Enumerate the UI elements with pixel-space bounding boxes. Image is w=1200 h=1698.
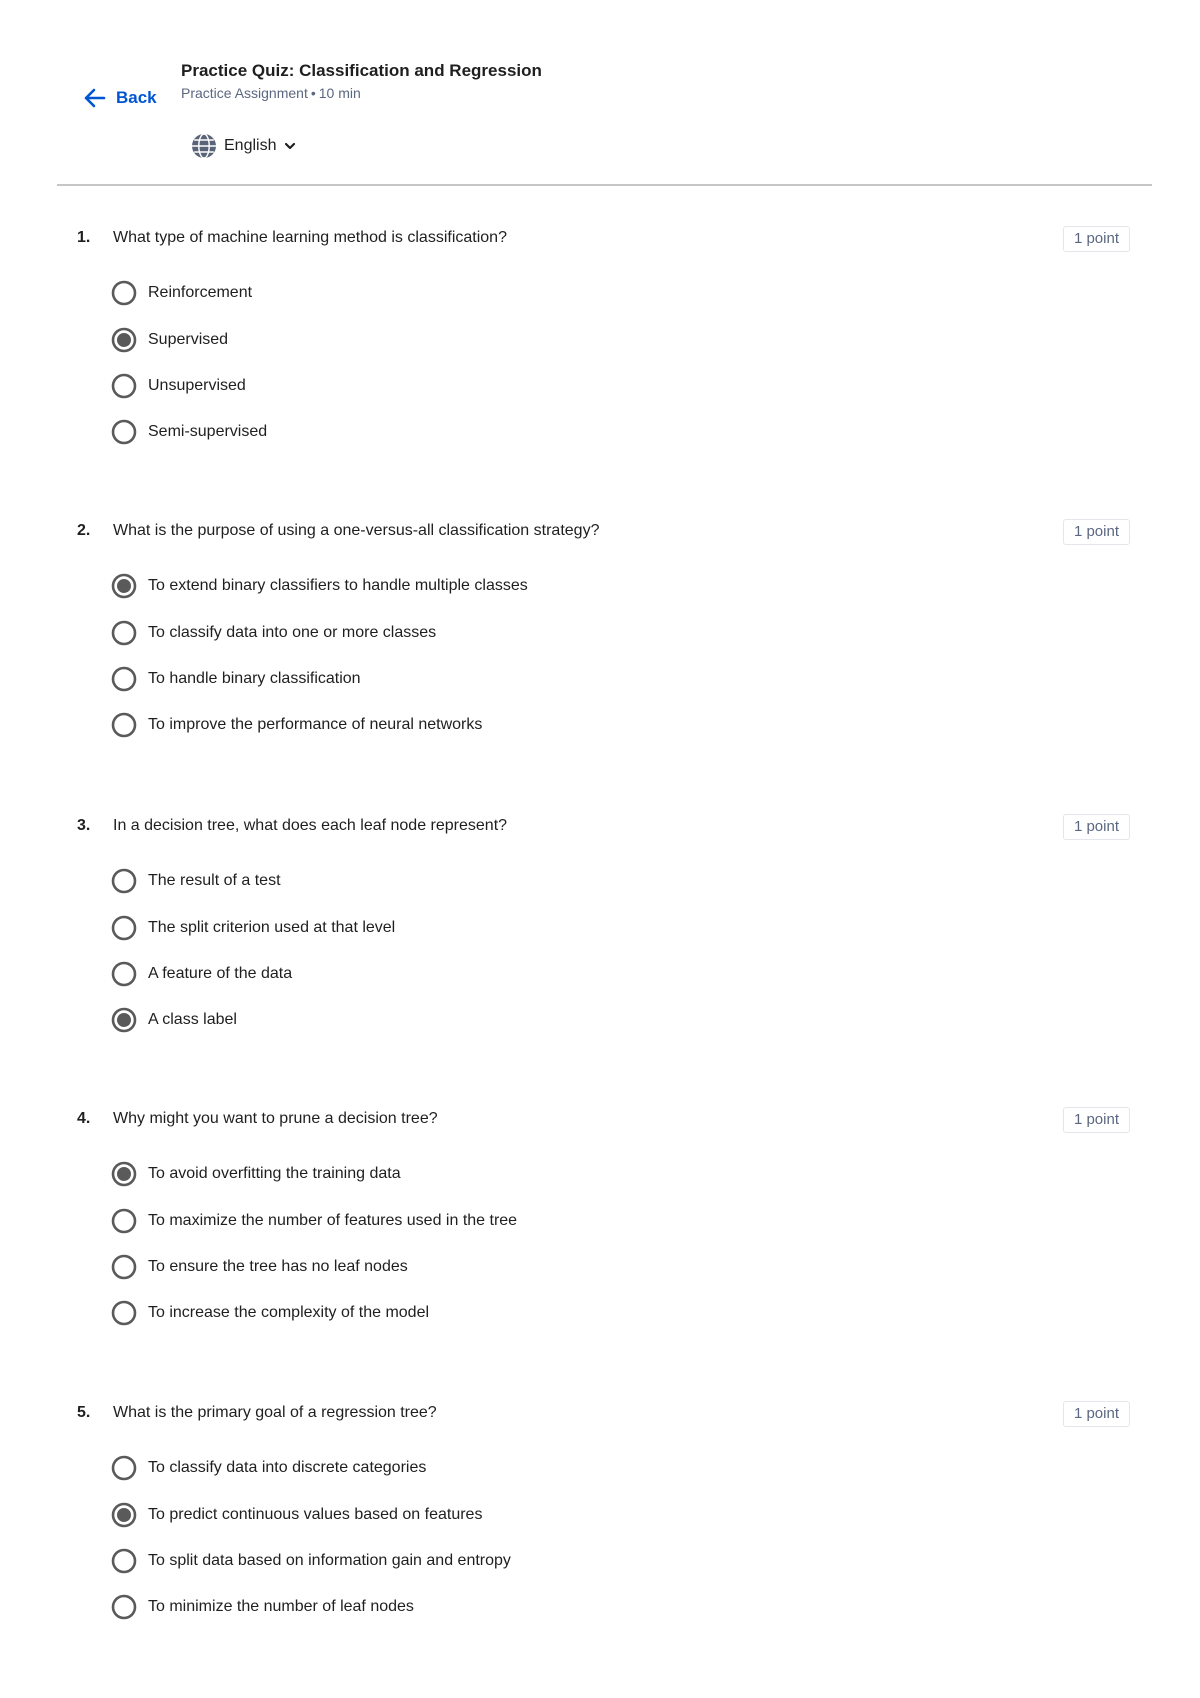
radio-empty-icon[interactable] — [111, 1254, 137, 1280]
answer-option[interactable] — [111, 619, 436, 647]
points-badge: 1 point — [1063, 519, 1130, 545]
radio-selected-icon[interactable] — [111, 1502, 137, 1528]
answer-option[interactable] — [111, 1253, 408, 1281]
answer-option[interactable] — [111, 1160, 401, 1188]
assignment-type: Practice Assignment — [181, 85, 308, 101]
question-text: Why might you want to prune a decision tree? — [113, 1110, 438, 1127]
radio-selected-icon[interactable] — [111, 573, 137, 599]
radio-empty-icon[interactable] — [111, 419, 137, 445]
language-label: English — [224, 137, 277, 154]
radio-selected-icon[interactable] — [111, 1007, 137, 1033]
radio-empty-icon[interactable] — [111, 666, 137, 692]
header-divider — [57, 184, 1152, 186]
radio-empty-icon[interactable] — [111, 280, 137, 306]
answer-option[interactable] — [111, 572, 528, 600]
radio-empty-icon[interactable] — [111, 868, 137, 894]
answer-option[interactable] — [111, 1547, 511, 1575]
answer-option-label: To classify data into discrete categories — [148, 1459, 427, 1476]
radio-empty-icon[interactable] — [111, 1300, 137, 1326]
answer-option[interactable] — [111, 418, 267, 446]
answer-option[interactable] — [111, 665, 361, 693]
points-badge: 1 point — [1063, 226, 1130, 252]
answer-option[interactable] — [111, 914, 395, 942]
answer-option-label: To minimize the number of leaf nodes — [148, 1598, 414, 1615]
title-block — [181, 60, 542, 102]
question-number: 1. — [77, 229, 91, 246]
question-header — [0, 1107, 1200, 1135]
question-number: 2. — [77, 522, 91, 539]
points-badge: 1 point — [1063, 814, 1130, 840]
question-text: What is the primary goal of a regression tree? — [113, 1404, 437, 1421]
answer-option[interactable] — [111, 279, 252, 307]
radio-selected-icon[interactable] — [111, 1161, 137, 1187]
question-number: 5. — [77, 1404, 91, 1421]
globe-icon — [191, 133, 217, 159]
answer-option[interactable] — [111, 960, 292, 988]
question-header — [0, 814, 1200, 842]
answer-option[interactable] — [111, 1501, 482, 1529]
answer-option[interactable] — [111, 1299, 429, 1327]
question-header — [0, 1401, 1200, 1429]
radio-empty-icon[interactable] — [111, 712, 137, 738]
page-title: Practice Quiz: Classification and Regression — [181, 61, 542, 80]
arrow-left-icon — [84, 88, 106, 108]
answer-option[interactable] — [111, 867, 281, 895]
question-header — [0, 519, 1200, 547]
answer-option[interactable] — [111, 326, 228, 354]
points-badge: 1 point — [1063, 1107, 1130, 1133]
chevron-down-icon — [284, 140, 296, 152]
question-number: 3. — [77, 817, 91, 834]
radio-empty-icon[interactable] — [111, 620, 137, 646]
answer-option-label: To maximize the number of features used in the tree — [148, 1212, 518, 1229]
language-selector[interactable] — [191, 133, 296, 159]
radio-empty-icon[interactable] — [111, 915, 137, 941]
question-number: 4. — [77, 1110, 91, 1127]
answer-option-label: To classify data into one or more classes — [148, 624, 437, 641]
answer-option-label: To avoid overfitting the training data — [148, 1165, 401, 1182]
radio-empty-icon[interactable] — [111, 961, 137, 987]
answer-option-label: To split data based on information gain and entropy — [148, 1552, 511, 1569]
answer-option[interactable] — [111, 711, 482, 739]
answer-option-label: To improve the performance of neural networks — [148, 716, 483, 733]
answer-option-label: A feature of the data — [148, 965, 293, 982]
answer-option-label: Supervised — [148, 331, 229, 348]
radio-selected-icon[interactable] — [111, 327, 137, 353]
answer-option-label: To handle binary classification — [148, 670, 361, 687]
meta-separator: • — [310, 85, 316, 101]
answer-option[interactable] — [111, 1593, 414, 1621]
back-button[interactable] — [84, 88, 157, 108]
answer-option[interactable] — [111, 1207, 517, 1235]
answer-option[interactable] — [111, 372, 246, 400]
radio-empty-icon[interactable] — [111, 1208, 137, 1234]
radio-empty-icon[interactable] — [111, 373, 137, 399]
answer-option-label: To increase the complexity of the model — [148, 1304, 430, 1321]
question-text: In a decision tree, what does each leaf node represent? — [113, 817, 508, 834]
assignment-duration: 10 min — [318, 85, 361, 101]
answer-option-label: To extend binary classifiers to handle multiple classes — [148, 577, 528, 594]
question-header — [0, 226, 1200, 254]
answer-option-label: Reinforcement — [148, 284, 253, 301]
answer-option-label: Semi-supervised — [148, 423, 268, 440]
question-text: What type of machine learning method is classification? — [113, 229, 507, 246]
radio-empty-icon[interactable] — [111, 1455, 137, 1481]
points-badge: 1 point — [1063, 1401, 1130, 1427]
answer-option-label: A class label — [148, 1011, 237, 1028]
answer-option-label: The split criterion used at that level — [148, 919, 396, 936]
question-text: What is the purpose of using a one-versus-all classification strategy? — [113, 522, 600, 539]
assignment-meta — [181, 84, 542, 102]
answer-option[interactable] — [111, 1454, 426, 1482]
answer-option-label: To predict continuous values based on features — [148, 1506, 483, 1523]
back-label: Back — [116, 88, 157, 107]
answer-option-label: To ensure the tree has no leaf nodes — [148, 1258, 408, 1275]
radio-empty-icon[interactable] — [111, 1548, 137, 1574]
answer-option-label: The result of a test — [148, 872, 281, 889]
radio-empty-icon[interactable] — [111, 1594, 137, 1620]
quiz-header — [0, 0, 1200, 186]
answer-option[interactable] — [111, 1006, 237, 1034]
answer-option-label: Unsupervised — [148, 377, 246, 394]
